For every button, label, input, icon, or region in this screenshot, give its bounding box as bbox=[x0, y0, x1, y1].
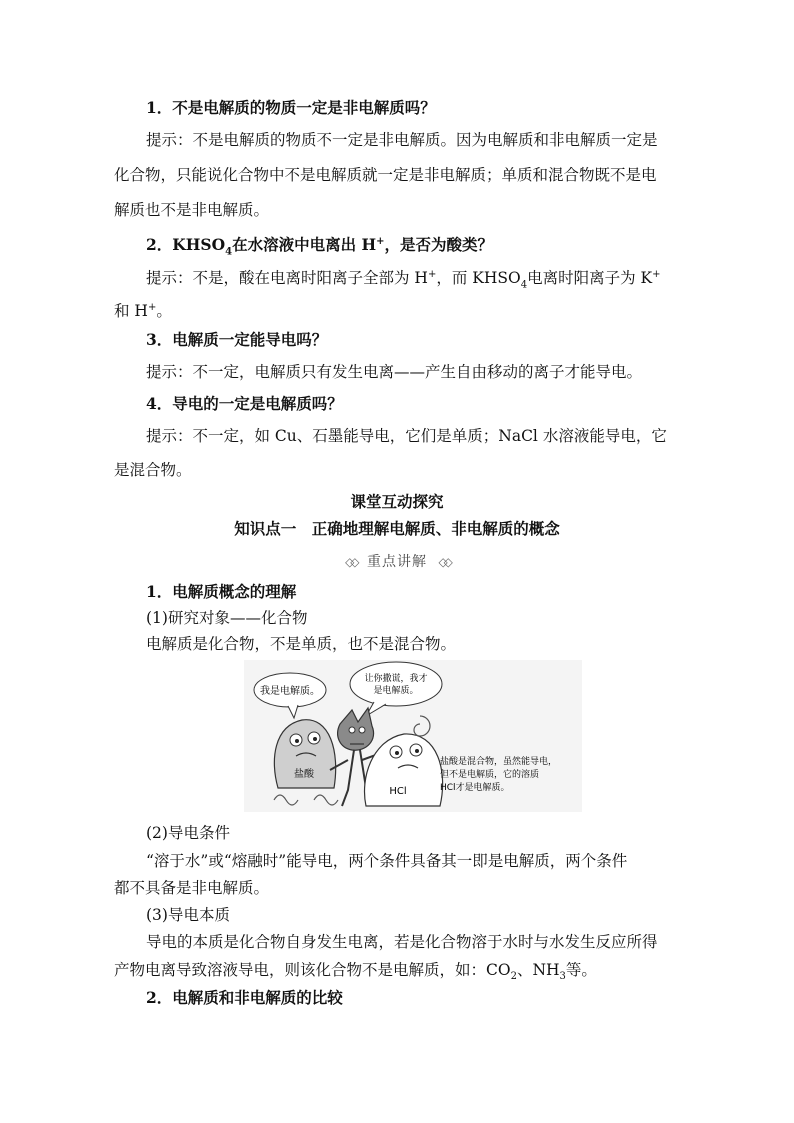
bubble-right-text-1: 让你撒谎，我才 bbox=[364, 674, 428, 684]
question-2: 2．$KHSO_4$在水溶液中电离出 H+，是否为酸类？ bbox=[146, 235, 494, 258]
diamond-icon-left: ◇◇ bbox=[345, 555, 356, 569]
answer-4-line-2: 是混合物。 bbox=[114, 461, 192, 479]
cartoon-illustration bbox=[244, 660, 582, 812]
point-1-text: 电解质是化合物，不是单质，也不是混合物。 bbox=[146, 635, 457, 653]
point-1-heading: (1)研究对象——化合物 bbox=[146, 609, 308, 627]
answer-2-line-1: 提示：不是，酸在电离时阳离子全部为 H+，而 $KHSO_4$电离时阳离子为 K+ bbox=[146, 269, 661, 291]
illustration-caption-2: 但不是电解质，它的溶质 bbox=[440, 770, 540, 780]
diamond-icon-right: ◇◇ bbox=[438, 555, 449, 569]
question-3: 3．电解质一定能导电吗？ bbox=[146, 330, 328, 349]
point-2-line-2: 都不具备是非电解质。 bbox=[114, 879, 270, 897]
answer-1-line-2: 化合物，只能说化合物中不是电解质就一定是非电解质；单质和混合物既不是电 bbox=[114, 166, 657, 184]
point-2-heading: (2)导电条件 bbox=[146, 824, 230, 842]
question-4: 4．导电的一定是电解质吗？ bbox=[146, 394, 343, 413]
key-points-label: 重点讲解 bbox=[367, 554, 427, 570]
answer-4-line-1: 提示：不一定，如 Cu、石墨能导电，它们是单质；NaCl 水溶液能导电，它 bbox=[146, 427, 667, 445]
point-3-line-1: 导电的本质是化合物自身发生电离，若是化合物溶于水时与水发生反应所得 bbox=[146, 933, 658, 951]
bubble-left-text: 我是电解质。 bbox=[260, 686, 320, 697]
point-3-heading: (3)导电本质 bbox=[146, 906, 230, 924]
label-hydrochloric-acid: 盐酸 bbox=[294, 769, 314, 780]
answer-2-line-2: 和 H+。 bbox=[114, 302, 172, 321]
question-1: 1．不是电解质的物质一定是非电解质吗？ bbox=[146, 98, 436, 117]
bubble-right-text-2: 是电解质。 bbox=[373, 686, 419, 696]
section-title: 课堂互动探究 bbox=[350, 492, 444, 511]
point-2-line-1: “溶于水”或“熔融时”能导电，两个条件具备其一即是电解质，两个条件 bbox=[146, 852, 628, 870]
label-hcl: HCl bbox=[389, 786, 407, 797]
point-3-line-2: 产物电离导致溶液导电，则该化合物不是电解质，如：$CO_2$、$NH_3$等。 bbox=[114, 961, 597, 983]
heading-2: 2．电解质和非电解质的比较 bbox=[146, 988, 343, 1007]
key-points-tag bbox=[0, 551, 794, 571]
illustration-caption-1: 盐酸是混合物，虽然能导电， bbox=[440, 757, 558, 767]
section-subtitle: 知识点一 正确地理解电解质、非电解质的概念 bbox=[234, 519, 560, 538]
heading-1: 1．电解质概念的理解 bbox=[146, 582, 297, 601]
answer-3: 提示：不一定，电解质只有发生电离——产生自由移动的离子才能导电。 bbox=[146, 363, 643, 381]
answer-1-line-1: 提示：不是电解质的物质不一定是非电解质。因为电解质和非电解质一定是 bbox=[146, 131, 658, 149]
answer-1-line-3: 解质也不是非电解质。 bbox=[114, 201, 270, 219]
illustration-caption-3: HCl才是电解质。 bbox=[440, 783, 510, 793]
